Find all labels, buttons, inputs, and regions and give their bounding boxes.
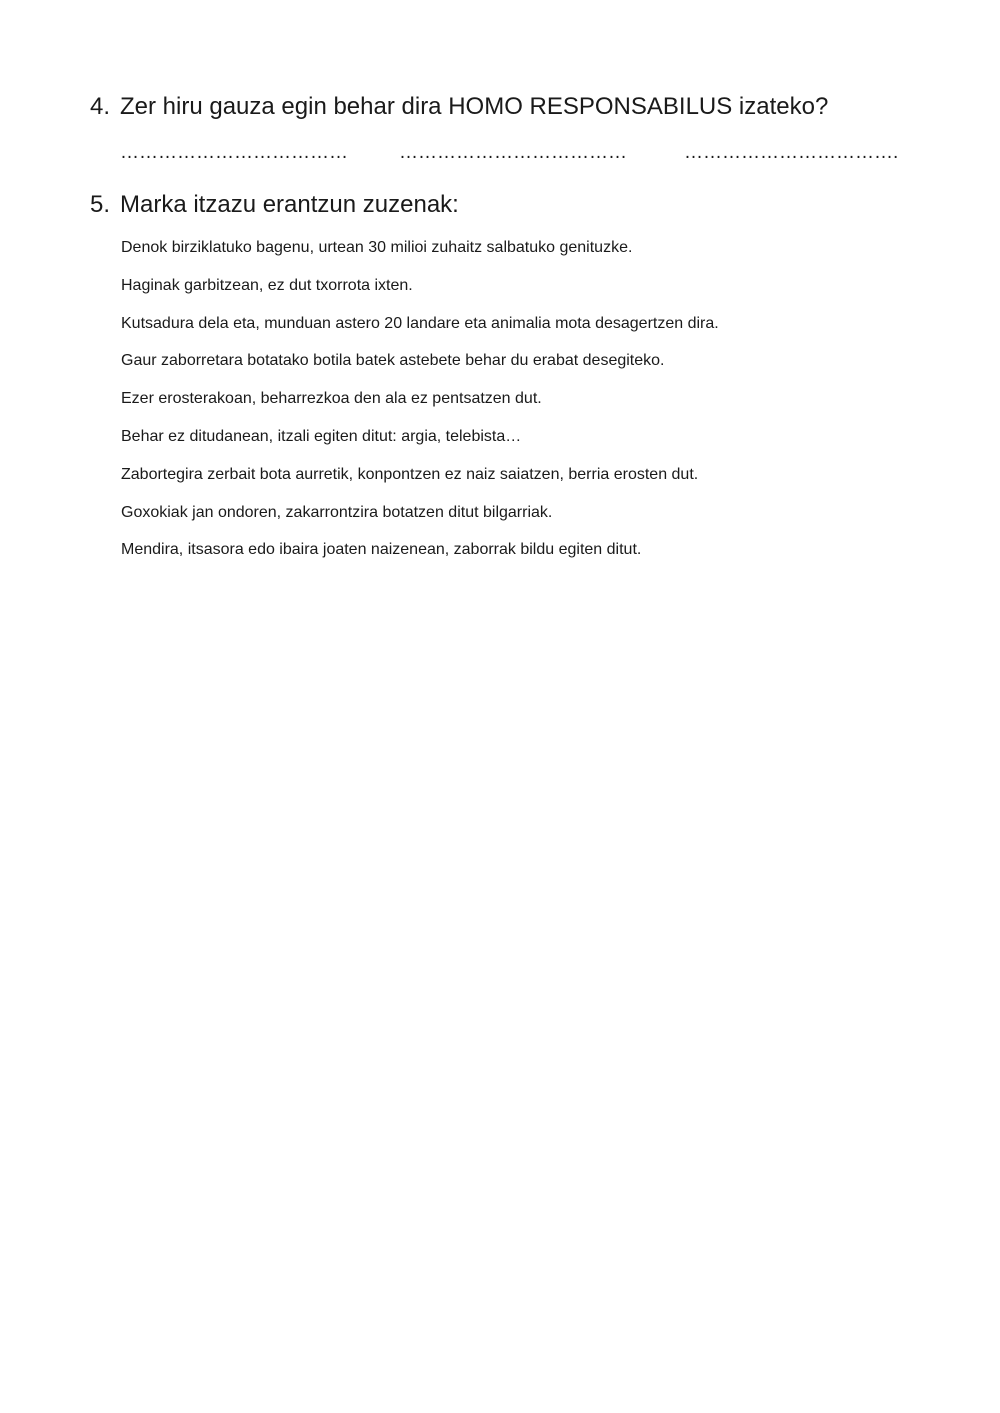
- statement-item[interactable]: Zabortegira zerbait bota aurretik, konpontzen ez naiz saiatzen, berria erosten dut.: [121, 465, 699, 483]
- question-4: [90, 92, 828, 122]
- question-4-number: 4.: [90, 93, 111, 120]
- statement-item[interactable]: Behar ez ditudanean, itzali egiten ditut: argia, telebista…: [121, 427, 522, 445]
- question-5-text: Marka itzazu erantzun zuzenak:: [120, 191, 459, 218]
- statement-item[interactable]: Gaur zaborretara botatako botila batek astebete behar du erabat desegiteko.: [121, 352, 665, 370]
- answer-blank-2[interactable]: ………………………………: [399, 142, 627, 163]
- question-5-number: 5.: [90, 191, 111, 218]
- answer-blank-1[interactable]: ………………………………: [120, 142, 348, 163]
- statement-item[interactable]: Denok birziklatuko bagenu, urtean 30 milioi zuhaitz salbatuko genituzke.: [121, 239, 633, 256]
- answer-blanks: [120, 142, 899, 172]
- statement-item[interactable]: Haginak garbitzean, ez dut txorrota ixten.: [121, 276, 413, 294]
- statement-list: [121, 236, 719, 576]
- statement-item[interactable]: Goxokiak jan ondoren, zakarrontzira botatzen ditut bilgarriak.: [121, 503, 553, 521]
- answer-blank-3[interactable]: …………………………….: [684, 142, 899, 163]
- statement-item[interactable]: Kutsadura dela eta, munduan astero 20 landare eta animalia mota desagertzen dira.: [121, 314, 719, 332]
- statement-item[interactable]: Mendira, itsasora edo ibaira joaten naizenean, zaborrak bildu egiten ditut.: [121, 541, 642, 559]
- statement-item[interactable]: Ezer erosterakoan, beharrezkoa den ala ez pentsatzen dut.: [121, 390, 542, 408]
- question-5: [90, 190, 459, 220]
- question-4-text: Zer hiru gauza egin behar dira HOMO RESPONSABILUS izateko?: [120, 93, 829, 120]
